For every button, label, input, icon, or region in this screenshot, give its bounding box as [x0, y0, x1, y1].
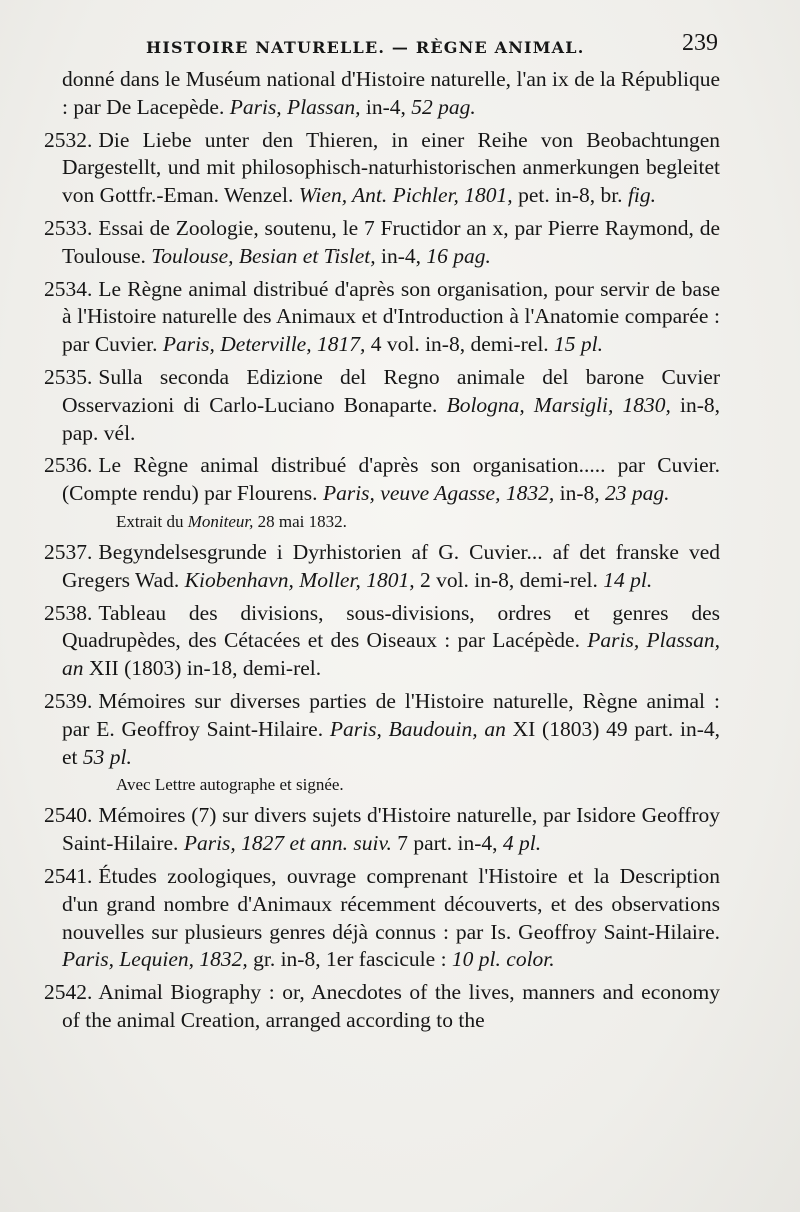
entry-title: donné dans le Muséum national d'Histoire naturelle, l'an ix de la République : par De Lacepède.: [62, 67, 720, 119]
entry-title: Die Liebe unter den Thieren, in einer Reihe von Beobachtungen Dargestellt, und mit philosophisch-naturhistorischen anmerkungen begleitet von Gottfr.-Eman. Wenzel.: [62, 127, 720, 208]
entry-plates: 4 pl.: [502, 831, 542, 856]
entry-number: 2535.: [44, 364, 93, 389]
entry-imprint: Wien, Ant. Pichler, 1801,: [298, 183, 513, 208]
catalogue-entry: [44, 979, 720, 1035]
page-number: 239: [682, 30, 718, 56]
entry-format: in-4,: [360, 94, 412, 119]
entry-number: 2534.: [44, 276, 93, 301]
entry-title: Mémoires sur diverses parties de l'Histoire naturelle, Règne animal : par E. Geoffroy Saint-Hilaire.: [62, 688, 720, 741]
entry-title: Le Règne animal distribué d'après son organisation, pour servir de base à l'Histoire naturelle des Animaux et d'Introduction à l'Anatomie comparée : par Cuvier.: [62, 276, 720, 357]
entry-format: 2 vol. in-8, demi-rel.: [414, 567, 604, 592]
entry-imprint: Paris, 1827 et ann. suiv.: [183, 831, 392, 856]
entry-plates: fig.: [627, 183, 657, 208]
entry-imprint: Paris, Deterville, 1817,: [162, 332, 366, 357]
entry-format: in-8, pap. vél.: [62, 392, 720, 445]
catalogue-entry: [44, 802, 720, 858]
entry-title: Essai de Zoologie, soutenu, le 7 Fructidor an x, par Pierre Raymond, de Toulouse.: [62, 215, 720, 268]
entry-plates: 14 pl.: [603, 567, 653, 592]
entry-format: in-8,: [554, 481, 605, 506]
entry-number: 2536.: [44, 453, 93, 478]
entry-format: 4 vol. in-8, demi-rel.: [365, 332, 555, 357]
entry-format: pet. in-8, br.: [512, 183, 628, 208]
entry-note: [44, 511, 720, 533]
entry-format: XI (1803) 49 part. in-4, et: [62, 716, 720, 769]
entry-imprint: Kiobenhavn, Moller, 1801,: [184, 567, 415, 592]
entry-number: 2538.: [44, 600, 93, 625]
entry-number: 2541.: [44, 863, 93, 888]
entry-title: Le Règne animal distribué d'après son organisation..... par Cuvier. (Compte rendu) par Flourens.: [62, 453, 720, 506]
catalogue-entry: [44, 66, 720, 122]
entry-number: 2542.: [44, 980, 93, 1005]
note-text: Extrait du: [116, 511, 188, 531]
catalogue-entries: [44, 66, 720, 1040]
entry-imprint: Paris, Plassan, an: [62, 628, 720, 681]
catalogue-entry: [44, 215, 720, 271]
catalogue-entry: [44, 600, 720, 683]
entry-plates: 10 pl. color.: [451, 947, 555, 972]
catalogue-entry: [44, 688, 720, 771]
entry-number: 2533.: [44, 215, 93, 240]
note-source: Moniteur,: [187, 511, 254, 531]
entry-number: 2540.: [44, 803, 93, 828]
entry-plates: 16 pag.: [426, 243, 491, 268]
entry-imprint: Paris, veuve Agasse, 1832,: [322, 481, 555, 506]
entry-number: 2532.: [44, 127, 93, 152]
catalogue-entry: [44, 452, 720, 508]
entry-number: 2537.: [44, 539, 93, 564]
entry-plates: 15 pl.: [554, 332, 604, 357]
entry-title: Sulla seconda Edizione del Regno animale del barone Cuvier Osservazioni di Carlo-Luciano Bonaparte.: [62, 364, 720, 417]
running-title: HISTOIRE NATURELLE. — RÈGNE ANIMAL.: [146, 38, 585, 57]
entry-title: Animal Biography : or, Anecdotes of the lives, manners and economy of the animal Creation, arranged according to the: [62, 980, 720, 1032]
catalogue-entry: [44, 364, 720, 447]
catalogue-entry: [44, 863, 720, 974]
catalogue-entry: [44, 127, 720, 210]
entry-title: Begyndelsesgrunde i Dyrhistorien af G. Cuvier... af det franske ved Gregers Wad.: [62, 539, 720, 592]
entry-format: gr. in-8, 1er fascicule :: [247, 947, 452, 972]
entry-title: Études zoologiques, ouvrage comprenant l'Histoire et la Description d'un grand nombre d'Animaux récemment découverts, et des observations nouvelles sur plusieurs genres déjà connus : par Is. Geoffroy Saint-Hilaire.: [62, 863, 720, 944]
entry-imprint: Paris, Baudouin, an: [329, 716, 506, 741]
entry-title: Mémoires (7) sur divers sujets d'Histoire naturelle, par Isidore Geoffroy Saint-Hilaire.: [62, 803, 720, 856]
entry-plates: 52 pag.: [411, 94, 476, 119]
entry-format: in-4,: [375, 243, 427, 268]
entry-imprint: Bologna, Marsigli, 1830,: [446, 392, 671, 417]
note-date: 28 mai 1832.: [253, 511, 347, 531]
entry-plates: 53 pl.: [82, 744, 132, 769]
entry-note: [44, 774, 720, 796]
entry-format: 7 part. in-4,: [391, 831, 503, 856]
catalogue-entry: [44, 276, 720, 359]
entry-imprint: Paris, Plassan,: [229, 94, 361, 119]
entry-number: 2539.: [44, 688, 93, 713]
entry-format: XII (1803) in-18, demi-rel.: [83, 656, 322, 681]
entry-imprint: Paris, Lequien, 1832,: [62, 947, 248, 972]
page-header: [58, 30, 718, 64]
catalogue-entry: [44, 539, 720, 595]
note-text: Avec Lettre autographe et signée.: [116, 775, 344, 795]
entry-title: Tableau des divisions, sous-divisions, ordres et genres des Quadrupèdes, des Cétacées et des Oiseaux : par Lacépède.: [62, 600, 720, 653]
entry-plates: 23 pag.: [605, 481, 670, 506]
entry-imprint: Toulouse, Besian et Tislet,: [151, 243, 376, 268]
